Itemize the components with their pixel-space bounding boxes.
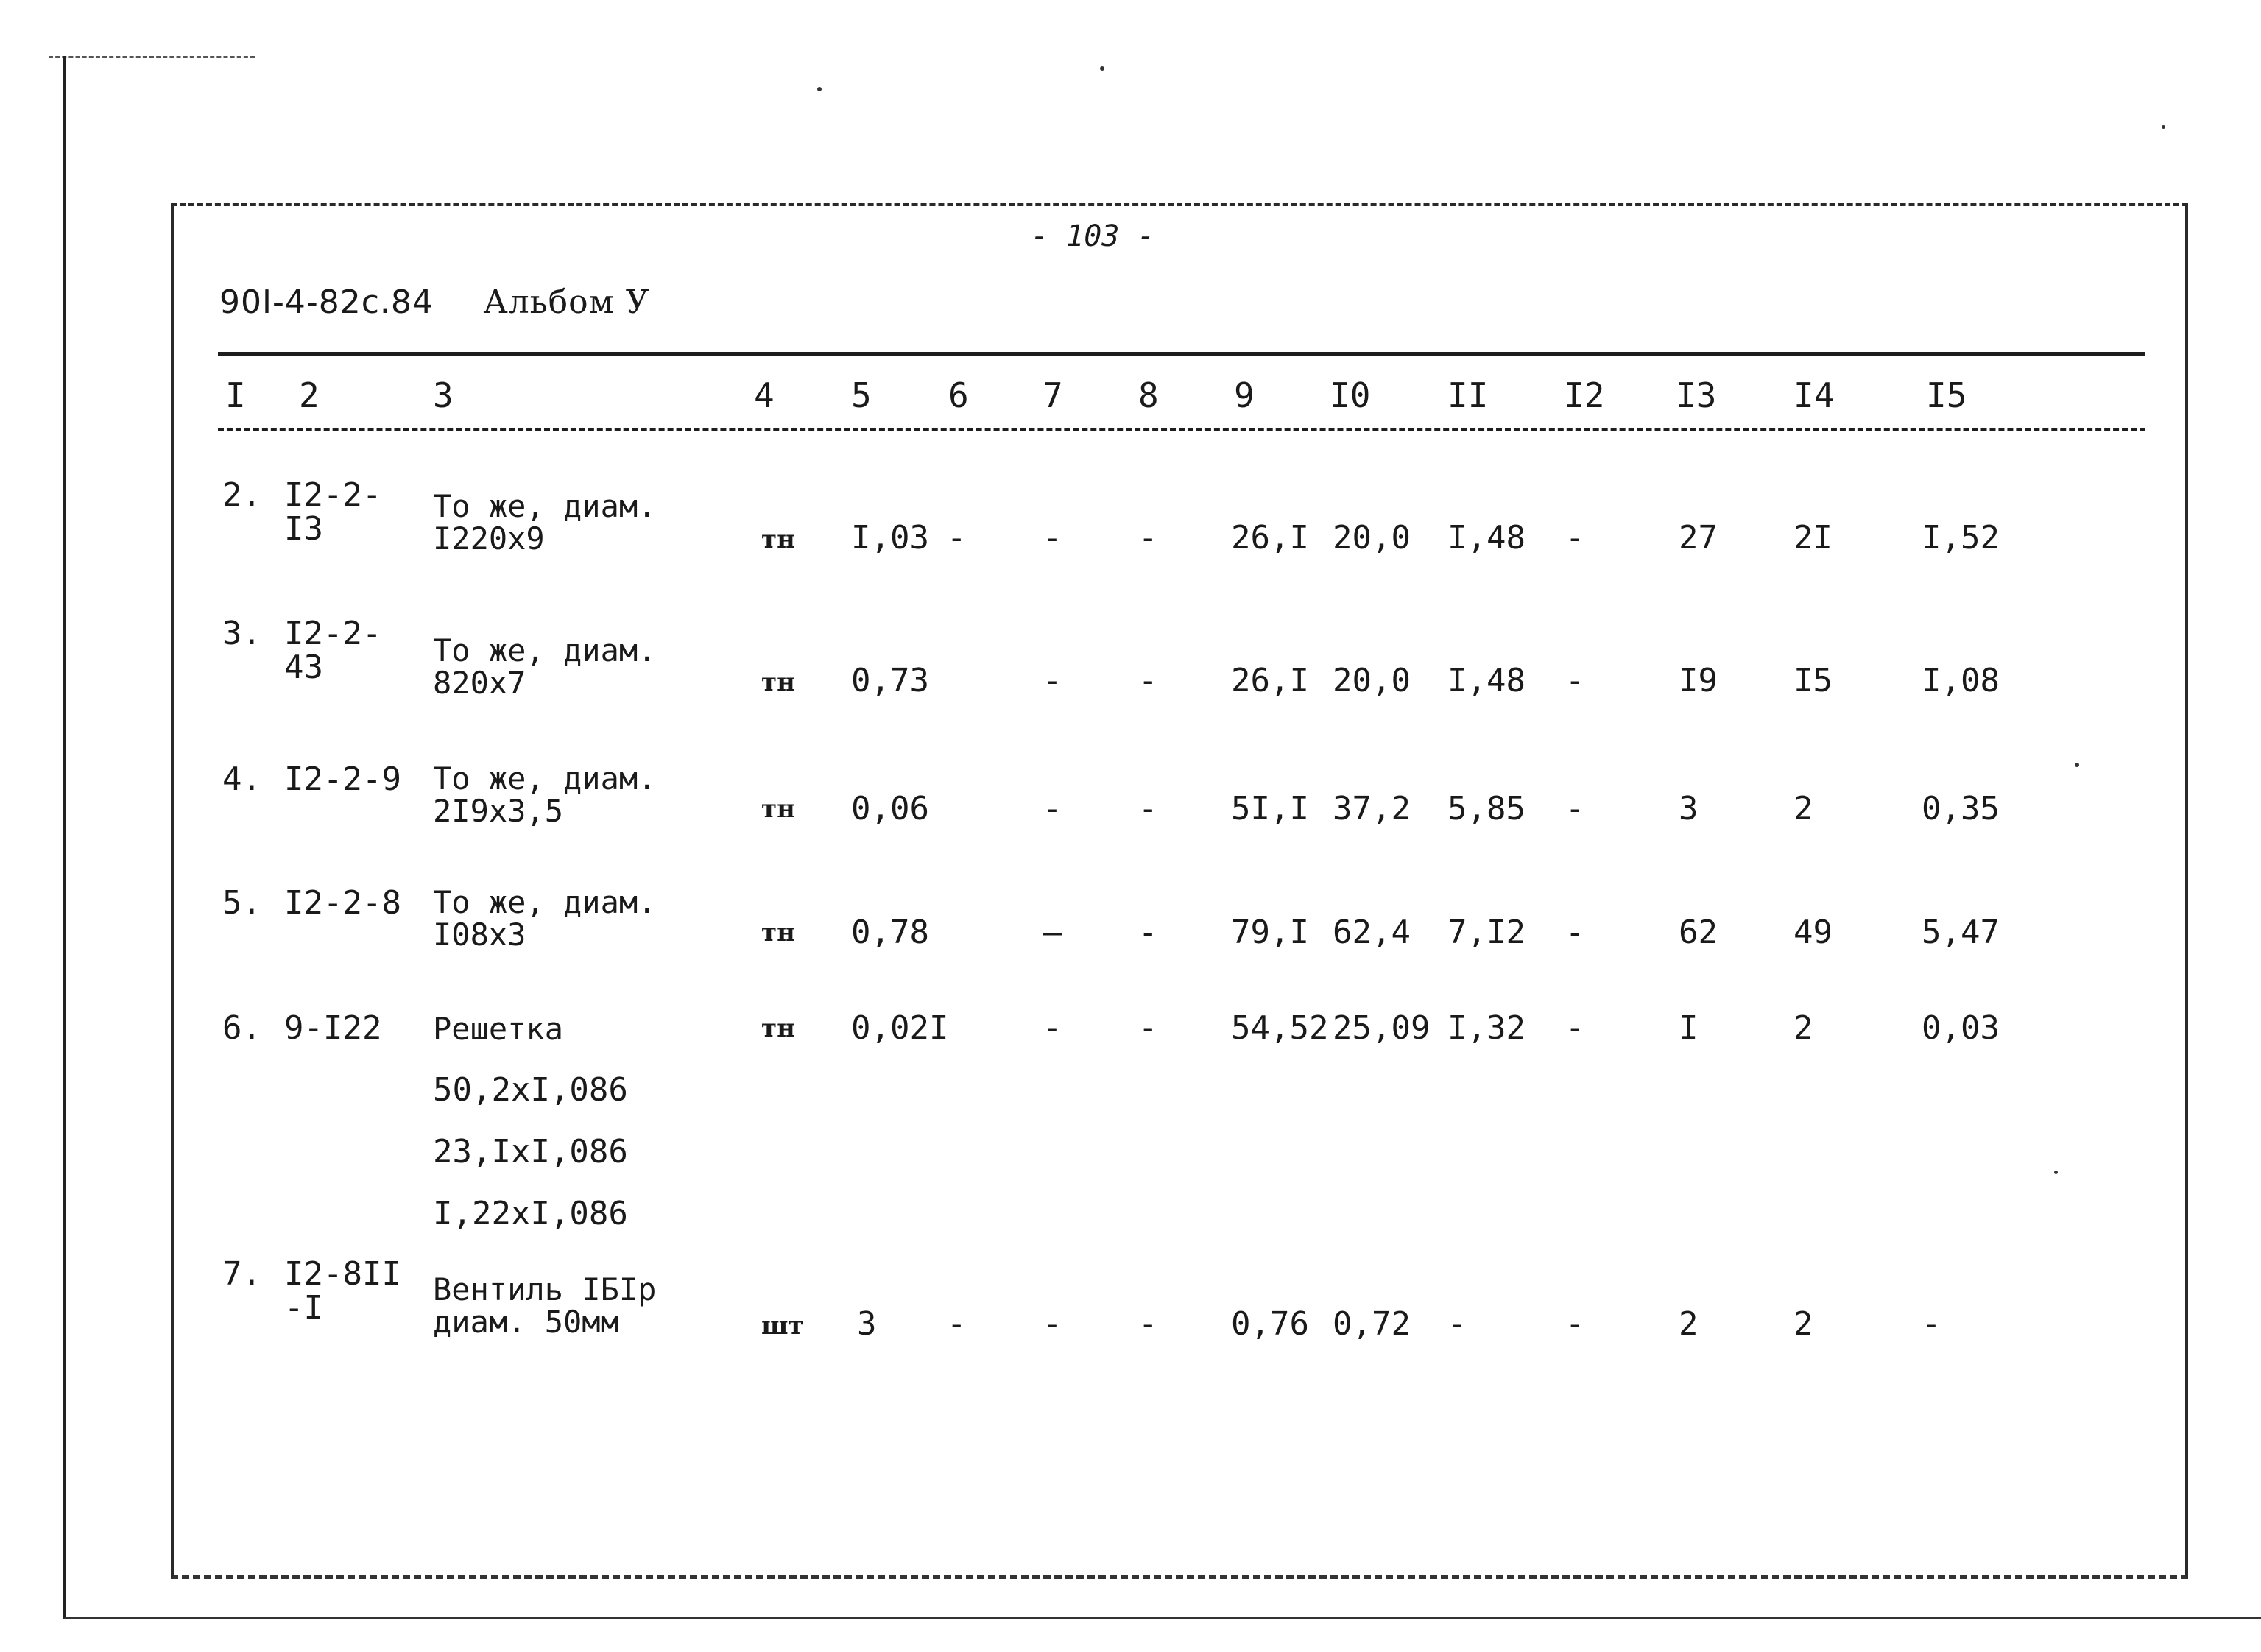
cell-col15: 0,35: [1922, 790, 2000, 827]
column-header: I4: [1793, 375, 1835, 415]
cell-col8: -: [1138, 790, 1158, 827]
cell-col5: 0,73: [851, 662, 929, 699]
scan-speck: [817, 87, 822, 91]
scan-speck: [2075, 763, 2079, 767]
grating-dimension: I,22xI,086: [433, 1195, 628, 1232]
cell-col10: 20,0: [1333, 662, 1411, 699]
document-header: [219, 283, 650, 321]
column-header: 4: [754, 375, 775, 415]
column-header: I2: [1564, 375, 1605, 415]
item-description: То же, диам. I220x9: [433, 488, 657, 557]
cell-col14: I5: [1793, 662, 1833, 699]
cell-col8: -: [1138, 1009, 1158, 1047]
cell-col12: -: [1565, 1305, 1585, 1343]
cell-col8: -: [1138, 914, 1158, 951]
column-header: I3: [1676, 375, 1717, 415]
cell-col9: 79,I: [1231, 914, 1309, 951]
column-header: 8: [1138, 375, 1159, 415]
unit: тн: [761, 918, 795, 947]
grating-dimension: 23,IxI,086: [433, 1133, 628, 1171]
row-number: 4.: [222, 760, 261, 798]
row-number: 7.: [222, 1255, 261, 1293]
cell-col5: 0,78: [851, 914, 929, 951]
cell-col14: 2: [1793, 1305, 1813, 1343]
item-description: Решетка: [433, 1011, 564, 1047]
album-label: Альбом У: [483, 283, 650, 321]
column-header: 2: [299, 375, 320, 415]
item-code: I2-8II -I: [284, 1255, 401, 1327]
cell-col9: 26,I: [1231, 519, 1309, 557]
unit: тн: [761, 794, 795, 824]
cell-col5: 0,02I: [851, 1009, 949, 1047]
cell-col13: I: [1679, 1009, 1699, 1047]
cell-col15: I,08: [1922, 662, 2000, 699]
cell-col10: 20,0: [1333, 519, 1411, 557]
item-description: Вентиль IБIр диам. 50мм: [433, 1271, 657, 1341]
row-number: 5.: [222, 884, 261, 922]
item-code: I2-2-8: [284, 884, 401, 922]
cell-col14: 2: [1793, 1009, 1813, 1047]
cell-col9: 0,76: [1231, 1305, 1309, 1343]
cell-col15: 5,47: [1922, 914, 2000, 951]
cell-col7: —: [1043, 914, 1062, 951]
column-header: 6: [948, 375, 969, 415]
column-header: 9: [1234, 375, 1255, 415]
cell-col11: I,32: [1447, 1009, 1525, 1047]
item-code: I2-2- I3: [284, 476, 382, 548]
column-header: I0: [1330, 375, 1371, 415]
cell-col13: 62: [1679, 914, 1718, 951]
cell-col13: 3: [1679, 790, 1699, 827]
cell-col12: -: [1565, 662, 1585, 699]
scan-speck: [1100, 66, 1104, 71]
cell-col11: I,48: [1447, 519, 1525, 557]
cell-col12: -: [1565, 914, 1585, 951]
unit: шт: [761, 1311, 804, 1341]
cell-col14: 49: [1793, 914, 1833, 951]
cell-col5: I,03: [851, 519, 929, 557]
cell-col11: 5,85: [1447, 790, 1525, 827]
cell-col7: -: [1043, 1305, 1062, 1343]
cell-col7: -: [1043, 662, 1062, 699]
cell-col14: 2: [1793, 790, 1813, 827]
item-code: I2-2- 43: [284, 615, 382, 687]
cell-col15: 0,03: [1922, 1009, 2000, 1047]
cell-col7: -: [1043, 519, 1062, 557]
unit: тн: [761, 1014, 795, 1043]
document-code: 90I-4-82c.84: [219, 283, 434, 321]
cell-col15: I,52: [1922, 519, 2000, 557]
unit: тн: [761, 525, 795, 554]
cell-col13: 2: [1679, 1305, 1699, 1343]
column-header: 3: [433, 375, 454, 415]
cell-col6: -: [947, 1305, 967, 1343]
item-description: То же, диам. I08x3: [433, 884, 657, 953]
cell-col9: 5I,I: [1231, 790, 1309, 827]
item-description: То же, диам. 820x7: [433, 632, 657, 702]
cell-col9: 26,I: [1231, 662, 1309, 699]
column-header: I5: [1926, 375, 1967, 415]
cell-col6: -: [947, 519, 967, 557]
cell-col7: -: [1043, 1009, 1062, 1047]
cell-col10: 25,09: [1333, 1009, 1431, 1047]
scan-speck: [2162, 125, 2165, 129]
cell-col10: 37,2: [1333, 790, 1411, 827]
scan-speck: [2054, 1171, 2058, 1174]
cell-col13: I9: [1679, 662, 1718, 699]
cell-col12: -: [1565, 1009, 1585, 1047]
cell-col12: -: [1565, 519, 1585, 557]
cell-col11: I,48: [1447, 662, 1525, 699]
row-number: 3.: [222, 615, 261, 652]
cell-col10: 62,4: [1333, 914, 1411, 951]
column-header: II: [1447, 375, 1489, 415]
column-header: 7: [1043, 375, 1063, 415]
unit: тн: [761, 668, 795, 697]
item-code: 9-I22: [284, 1009, 382, 1047]
cell-col12: -: [1565, 790, 1585, 827]
page-number: - 103 -: [1031, 219, 1155, 253]
cell-col5: 0,06: [851, 790, 929, 827]
cell-col7: -: [1043, 790, 1062, 827]
cell-col11: -: [1447, 1305, 1467, 1343]
grating-dimension: 50,2xI,086: [433, 1071, 628, 1109]
cell-col8: -: [1138, 662, 1158, 699]
cell-col10: 0,72: [1333, 1305, 1411, 1343]
cell-col14: 2I: [1793, 519, 1833, 557]
cell-col15: -: [1922, 1305, 1941, 1343]
cell-col5: 3: [857, 1305, 877, 1343]
cell-col8: -: [1138, 519, 1158, 557]
header-bottom-rule: [218, 428, 2145, 431]
column-header: I: [225, 375, 246, 415]
cell-col13: 27: [1679, 519, 1718, 557]
cell-col11: 7,I2: [1447, 914, 1525, 951]
row-number: 6.: [222, 1009, 261, 1047]
column-header: 5: [851, 375, 872, 415]
row-number: 2.: [222, 476, 261, 514]
cell-col8: -: [1138, 1305, 1158, 1343]
cell-col9: 54,52: [1231, 1009, 1329, 1047]
item-description: То же, диам. 2I9x3,5: [433, 760, 657, 830]
item-code: I2-2-9: [284, 760, 401, 798]
table-top-rule: [218, 352, 2145, 356]
